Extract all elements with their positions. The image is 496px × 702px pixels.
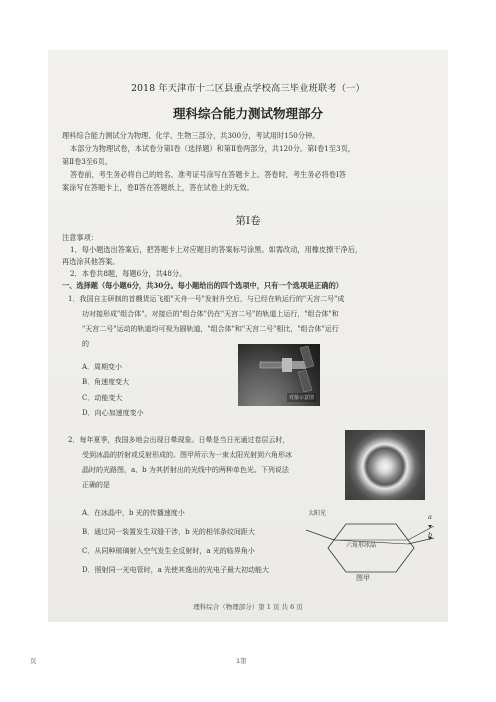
q1-line: 1．我国自主研制的首艘货运飞船"天舟一号"发射升空后，与已经在轨运行的"天宫二号"成 [68, 295, 345, 303]
incident-ray [306, 530, 334, 540]
q1-line: 功对接形成"组合体"。对接后的"组合体"仍在"天宫二号"的轨道上运行，"组合体"和 [82, 310, 339, 318]
notes-item: 2．本卷共8题，每题6分，共48分。 [70, 269, 187, 278]
exam-title: 2018 年天津市十二区县重点学校高三毕业班联考（一） [131, 83, 365, 94]
intro-line: 理科综合能力测试分为物理、化学、生物三部分，共300分，考试用时150分钟。 [62, 131, 320, 140]
q2-option-a: A．在冰晶中，b 光的传播速度小 [82, 509, 185, 517]
q2-line: 2．每年夏季，我国多地会出现日晕现象。日晕是当日光通过卷层云时， [68, 436, 290, 444]
ray-a-label: a [428, 513, 432, 521]
page-footer-text: 理科综合（物理部分）第 1 页 共 6 页 [193, 603, 303, 611]
page-number-center: 1第 [236, 657, 247, 665]
figure-caption: 图甲 [356, 574, 370, 582]
q1-option-a: A．周期变小 [82, 363, 123, 371]
q2-option-d: D．照射同一光电管时，a 光使其逸出的光电子最大初动能大 [82, 566, 270, 574]
q2-line: 正确的是 [82, 481, 110, 489]
page-number-left: 页 [30, 657, 37, 665]
sun-halo-photo [345, 430, 425, 500]
q2-line: 晶时的光路图，a、b 为其折射出的光线中的两种单色光。下列说法 [82, 466, 289, 474]
docking-photo [238, 344, 320, 406]
q1-option-b: B．角速度变大 [82, 378, 130, 386]
volume-title: 第Ⅰ卷 [235, 215, 261, 227]
q1-option-d: D．向心加速度变小 [82, 409, 144, 417]
q2-option-b: B．通过同一装置发生双缝干涉，b 光的相邻条纹间距大 [82, 528, 255, 536]
subject-title: 理科综合能力测试物理部分 [172, 106, 323, 121]
q1-line: 的 [82, 340, 89, 348]
crystal-label: 六角形冰晶 [346, 542, 377, 549]
q1-option-c: C．动能变大 [82, 394, 123, 402]
intro-line: 本部分为物理试卷，本试卷分第Ⅰ卷（选择题）和第Ⅱ卷两部分，共120分。第Ⅰ卷1至3页， [70, 144, 355, 153]
q2-line: 受到冰晶的折射或反射形成的。图甲所示为一束太阳光射到六角形冰 [82, 451, 292, 459]
q2-option-c: C．从同种玻璃射入空气发生全反射时，a 光的临界角小 [82, 547, 255, 555]
sunlight-label: 太阳光 [308, 510, 327, 517]
docking-photo-label: 对接示意图 [288, 395, 314, 401]
notes-item: 1．每小题选出答案后，把答题卡上对应题目的答案标号涂黑。如需改动，用橡皮擦干净后， [70, 245, 363, 254]
section-heading: 一、选择题（每小题6分，共30分。每小题给出的四个选项中，只有一个选项是正确的） [62, 281, 343, 290]
notes-heading: 注意事项： [62, 233, 98, 242]
intro-line: 案涂写在答题卡上，卷Ⅱ答在答题纸上，答在试卷上的无效。 [62, 183, 254, 192]
scanned-exam-page [48, 50, 448, 622]
ray-b-label: b [428, 531, 433, 539]
notes-item: 再选涂其他答案。 [62, 257, 120, 266]
intro-line: 答卷前，考生务必将自己的姓名、准考证号涂写在答题卡上。答卷时，考生务必将卷Ⅰ答 [70, 170, 346, 179]
intro-line: 第Ⅱ卷3至6页。 [62, 157, 112, 166]
q1-line: "天宫二号"运动的轨道均可视为圆轨道，"组合体"和"天宫二号"相比，"组合体"运行 [82, 325, 339, 333]
